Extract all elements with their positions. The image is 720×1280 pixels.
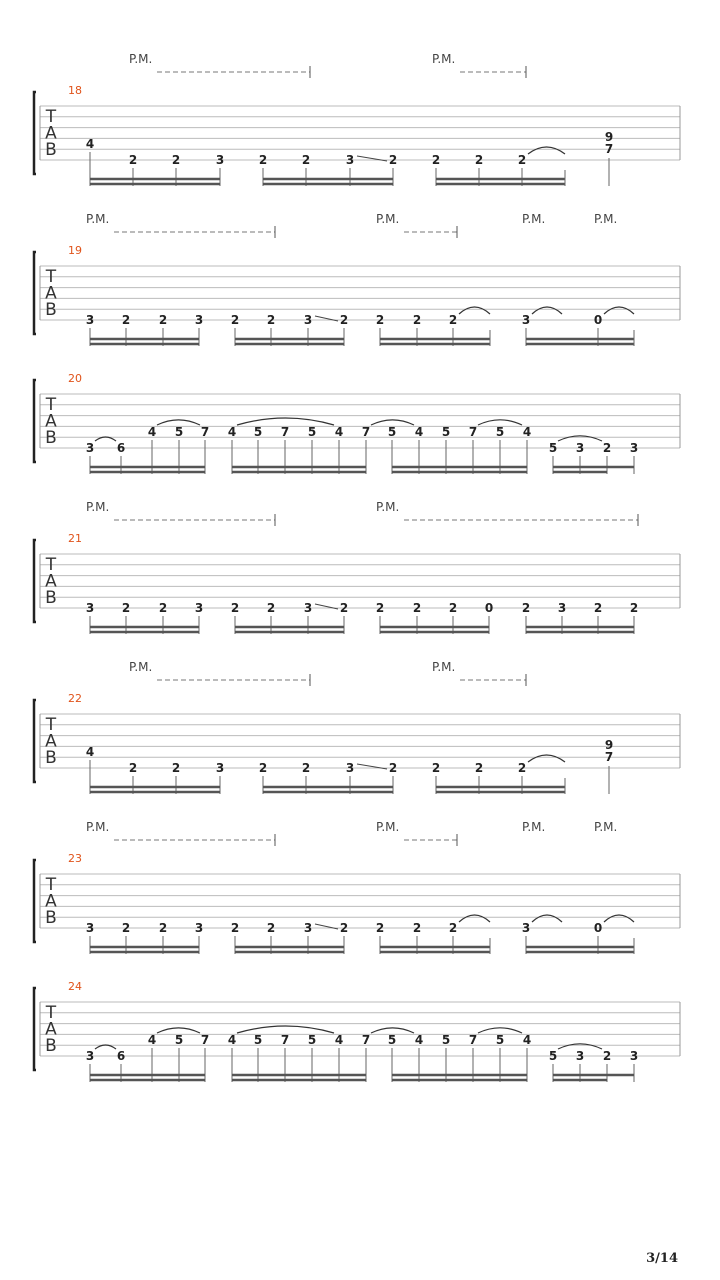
beam-group (526, 938, 634, 954)
fret-number: 3 (85, 601, 95, 615)
fret-number: 2 (128, 153, 138, 167)
beam-group (90, 467, 205, 472)
palm-mute-label: P.M. (86, 500, 110, 514)
fret-number: 2 (602, 441, 612, 455)
tab-clef-letter: T (45, 267, 57, 287)
fret-number: 2 (412, 921, 422, 935)
beam-group (90, 179, 220, 184)
fret-number: 3 (629, 441, 639, 455)
fret-number: 3 (194, 601, 204, 615)
fret-number: 2 (375, 601, 385, 615)
palm-mute-label: P.M. (376, 820, 400, 834)
fret-number: 3 (85, 1049, 95, 1063)
tab-clef-letter: A (45, 283, 57, 304)
fret-number: 3 (575, 1049, 585, 1063)
measure-number: 19 (68, 244, 82, 257)
tab-clef-letter: T (45, 715, 57, 735)
staff-bracket (34, 252, 36, 334)
palm-mute-label: P.M. (522, 212, 546, 226)
fret-number: 7 (200, 425, 210, 439)
tab-system-22 (34, 660, 680, 794)
fret-number: 4 (414, 1033, 424, 1047)
fret-number: 5 (253, 1033, 263, 1047)
fret-number: 2 (474, 153, 484, 167)
tie-arc (459, 307, 490, 314)
beam-group (392, 1075, 527, 1080)
tab-clef-letter: B (45, 300, 57, 320)
fret-number: 4 (147, 1033, 157, 1047)
fret-number: 2 (629, 601, 639, 615)
tie-arc (604, 915, 634, 922)
fret-number: 5 (307, 1033, 317, 1047)
fret-number: 2 (158, 921, 168, 935)
fret-number: 4 (334, 1033, 344, 1047)
palm-mute-label: P.M. (376, 212, 400, 226)
tab-system-23 (34, 820, 680, 954)
beam-group (380, 938, 490, 954)
tab-system-21 (34, 500, 680, 634)
fret-number: 2 (517, 153, 527, 167)
fret-number: 5 (307, 425, 317, 439)
staff-bracket (34, 380, 36, 462)
fret-number: 2 (230, 921, 240, 935)
fret-number: 4 (147, 425, 157, 439)
fret-number: 2 (339, 313, 349, 327)
tab-clef-letter: T (45, 395, 57, 415)
beam-group (553, 1075, 634, 1080)
tab-clef-letter: B (45, 908, 57, 928)
staff-bracket (34, 988, 36, 1070)
fret-number: 2 (121, 313, 131, 327)
fret-number: 3 (85, 921, 95, 935)
fret-number: 0 (593, 921, 603, 935)
fret-number: 2 (339, 601, 349, 615)
tab-clef-letter: T (45, 1003, 57, 1023)
fret-number: 2 (128, 761, 138, 775)
tab-system-24 (34, 980, 680, 1082)
fret-number: 2 (517, 761, 527, 775)
fret-number: 5 (441, 1033, 451, 1047)
palm-mute-label: P.M. (432, 52, 456, 66)
fret-number: 3 (85, 313, 95, 327)
palm-mute-label: P.M. (432, 660, 456, 674)
measure-number: 18 (68, 84, 82, 97)
beam-group (235, 627, 344, 632)
palm-mute-label: P.M. (86, 212, 110, 226)
fret-number: 2 (593, 601, 603, 615)
fret-number: 2 (412, 601, 422, 615)
fret-number: 2 (388, 153, 398, 167)
fret-number: 2 (121, 601, 131, 615)
fret-number: 2 (258, 153, 268, 167)
fret-number: 4 (414, 425, 424, 439)
measure-number: 22 (68, 692, 82, 705)
fret-number: 3 (194, 921, 204, 935)
beam-group (526, 627, 634, 632)
fret-number: 2 (448, 921, 458, 935)
palm-mute-label: P.M. (522, 820, 546, 834)
fret-number: 2 (474, 761, 484, 775)
fret-number: 7 (361, 425, 371, 439)
fret-number: 7 (280, 425, 290, 439)
fret-number: 3 (629, 1049, 639, 1063)
beam-group (90, 947, 199, 952)
tab-clef-letter: A (45, 571, 57, 592)
fret-number: 4 (522, 425, 532, 439)
fret-number: 3 (521, 313, 531, 327)
fret-number: 4 (334, 425, 344, 439)
tie-arc (604, 307, 634, 314)
fret-number: 2 (301, 761, 311, 775)
palm-mute-label: P.M. (86, 820, 110, 834)
measure-number: 24 (68, 980, 82, 993)
measure-number: 20 (68, 372, 82, 385)
tab-clef-letter: T (45, 875, 57, 895)
fret-number: 2 (375, 921, 385, 935)
chord-fret-bottom: 7 (604, 750, 614, 764)
staff-bracket (34, 860, 36, 942)
fret-number: 5 (387, 425, 397, 439)
fret-number: 2 (448, 601, 458, 615)
tab-clef-letter: A (45, 1019, 57, 1040)
legato-arc (237, 418, 334, 425)
beam-group (90, 339, 199, 344)
beam-group (90, 1075, 205, 1080)
fret-number: 5 (441, 425, 451, 439)
fret-number: 2 (412, 313, 422, 327)
tie-arc (532, 307, 562, 314)
fret-number: 7 (280, 1033, 290, 1047)
fret-number: 2 (121, 921, 131, 935)
fret-number: 4 (522, 1033, 532, 1047)
fret-number: 7 (468, 425, 478, 439)
legato-arc (237, 1026, 334, 1033)
tab-system-18 (34, 52, 680, 186)
fret-number: 3 (194, 313, 204, 327)
staff-bracket (34, 540, 36, 622)
beam-group (90, 787, 220, 792)
fret-number: 5 (174, 425, 184, 439)
fret-number: 4 (85, 137, 95, 151)
fret-number: 3 (303, 921, 313, 935)
fret-number: 2 (258, 761, 268, 775)
fret-number: 3 (345, 153, 355, 167)
fret-number: 2 (448, 313, 458, 327)
tab-clef-letter: B (45, 1036, 57, 1056)
fret-number: 2 (266, 313, 276, 327)
measure-number: 21 (68, 532, 82, 545)
tie-arc (528, 755, 565, 762)
tab-clef-letter: A (45, 731, 57, 752)
measure-number: 23 (68, 852, 82, 865)
beam-group (436, 778, 565, 794)
palm-mute-label: P.M. (594, 212, 618, 226)
fret-number: 0 (593, 313, 603, 327)
fret-number: 2 (158, 313, 168, 327)
fret-number: 2 (339, 921, 349, 935)
staff-bracket (34, 700, 36, 782)
tab-clef-letter: B (45, 588, 57, 608)
fret-number: 3 (557, 601, 567, 615)
fret-number: 3 (575, 441, 585, 455)
fret-number: 2 (230, 313, 240, 327)
fret-number: 2 (230, 601, 240, 615)
beam-group (232, 467, 366, 472)
beam-group (380, 627, 489, 632)
fret-number: 7 (361, 1033, 371, 1047)
fret-number: 5 (495, 425, 505, 439)
beam-group (90, 627, 199, 632)
fret-number: 2 (388, 761, 398, 775)
fret-number: 2 (431, 153, 441, 167)
tie-arc (528, 147, 565, 154)
fret-number: 7 (468, 1033, 478, 1047)
fret-number: 2 (171, 761, 181, 775)
fret-number: 2 (431, 761, 441, 775)
fret-number: 5 (548, 1049, 558, 1063)
fret-number: 0 (484, 601, 494, 615)
beam-group (235, 339, 344, 344)
palm-mute-label: P.M. (129, 52, 153, 66)
fret-number: 2 (301, 153, 311, 167)
tab-clef-letter: B (45, 428, 57, 448)
beam-group (526, 330, 634, 346)
beam-group (392, 467, 527, 472)
tab-clef-letter: A (45, 891, 57, 912)
palm-mute-label: P.M. (594, 820, 618, 834)
beam-group (235, 947, 344, 952)
beam-group (263, 787, 393, 792)
tab-clef-letter: A (45, 411, 57, 432)
tab-system-20 (34, 372, 680, 474)
fret-number: 5 (548, 441, 558, 455)
fret-number: 4 (227, 425, 237, 439)
tie-arc (532, 915, 562, 922)
fret-number: 2 (521, 601, 531, 615)
fret-number: 3 (303, 601, 313, 615)
page-number: 3/14 (646, 1251, 678, 1266)
tie-arc (459, 915, 490, 922)
fret-number: 2 (266, 601, 276, 615)
fret-number: 6 (116, 1049, 126, 1063)
beam-group (436, 170, 565, 186)
beam-group (380, 330, 490, 346)
chord-fret-top: 9 (604, 130, 614, 144)
tab-clef-letter: A (45, 123, 57, 144)
fret-number: 3 (215, 153, 225, 167)
chord-fret-bottom: 7 (604, 142, 614, 156)
fret-number: 6 (116, 441, 126, 455)
fret-number: 2 (158, 601, 168, 615)
fret-number: 3 (85, 441, 95, 455)
fret-number: 3 (345, 761, 355, 775)
fret-number: 4 (85, 745, 95, 759)
tab-clef-letter: B (45, 140, 57, 160)
fret-number: 7 (200, 1033, 210, 1047)
fret-number: 2 (602, 1049, 612, 1063)
tab-clef-letter: B (45, 748, 57, 768)
fret-number: 3 (215, 761, 225, 775)
tab-clef-letter: T (45, 107, 57, 127)
fret-number: 2 (171, 153, 181, 167)
palm-mute-label: P.M. (129, 660, 153, 674)
tab-system-19 (34, 212, 680, 346)
beam-group (263, 179, 393, 184)
staff-bracket (34, 92, 36, 174)
fret-number: 3 (303, 313, 313, 327)
tab-clef-letter: T (45, 555, 57, 575)
beam-group (232, 1075, 366, 1080)
fret-number: 2 (266, 921, 276, 935)
fret-number: 5 (387, 1033, 397, 1047)
palm-mute-label: P.M. (376, 500, 400, 514)
fret-number: 2 (375, 313, 385, 327)
beam-group (553, 467, 634, 472)
fret-number: 3 (521, 921, 531, 935)
fret-number: 5 (253, 425, 263, 439)
chord-fret-top: 9 (604, 738, 614, 752)
fret-number: 5 (174, 1033, 184, 1047)
fret-number: 5 (495, 1033, 505, 1047)
fret-number: 4 (227, 1033, 237, 1047)
